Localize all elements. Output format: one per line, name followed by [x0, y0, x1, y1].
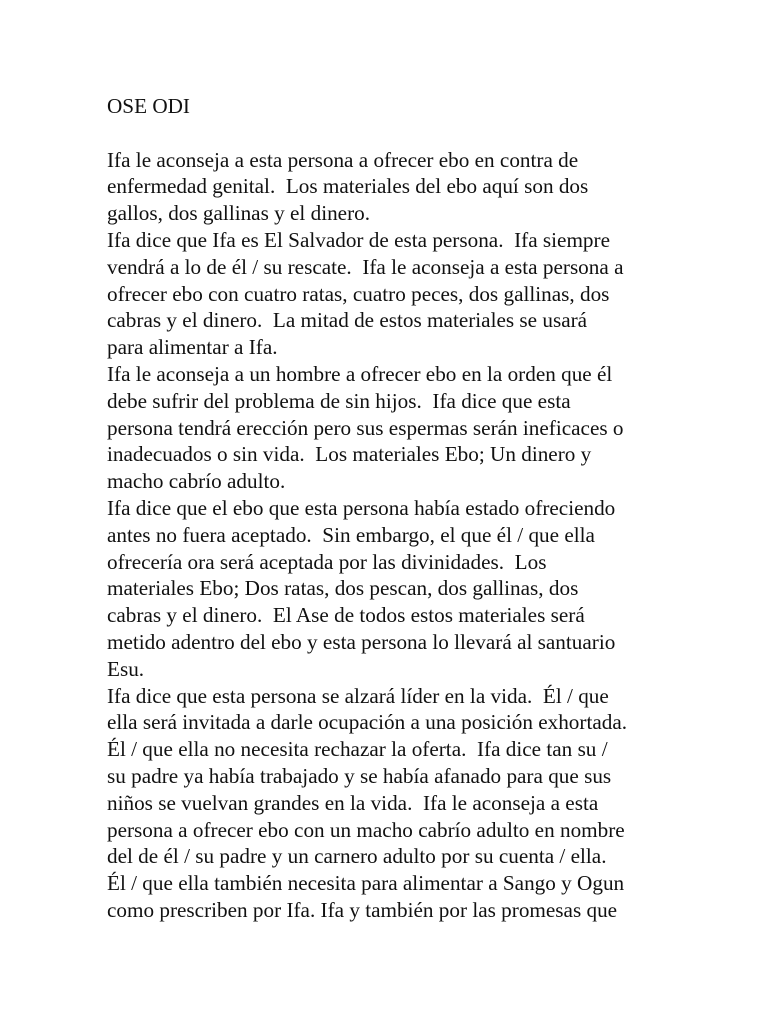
text-line: Ifa dice que Ifa es El Salvador de esta persona. Ifa siempre [107, 227, 610, 252]
text-line: ella será invitada a darle ocupación a una posición exhortada. [107, 710, 628, 735]
text-line: vendrá a lo de él / su rescate. Ifa le aconseja a esta persona a [107, 254, 624, 279]
document-title: OSE ODI [107, 94, 190, 118]
text-line: Ifa le aconseja a un hombre a ofrecer ebo en la orden que él [107, 361, 613, 386]
blank-line [107, 120, 677, 147]
text-line: debe sufrir del problema de sin hijos. Ifa dice que esta [107, 388, 571, 413]
text-line: Ifa le aconseja a esta persona a ofrecer ebo en contra de [107, 147, 579, 172]
text-line: antes no fuera aceptado. Sin embargo, el que él / que ella [107, 522, 595, 547]
text-line: inadecuados o sin vida. Los materiales Ebo; Un dinero y [107, 442, 592, 467]
text-line: ofrecer ebo con cuatro ratas, cuatro peces, dos gallinas, dos [107, 281, 610, 306]
text-line: materiales Ebo; Dos ratas, dos pescan, dos gallinas, dos [107, 576, 579, 601]
text-line: persona tendrá erección pero sus espermas serán ineficaces o [107, 415, 624, 440]
document-body [107, 93, 677, 924]
text-line: Esu. [107, 656, 145, 681]
text-line: persona a ofrecer ebo con un macho cabrío adulto en nombre [107, 817, 625, 842]
text-line: cabras y el dinero. El Ase de todos estos materiales será [107, 603, 585, 628]
text-line: gallos, dos gallinas y el dinero. [107, 201, 371, 226]
text-line: del de él / su padre y un carnero adulto por su cuenta / ella. [107, 844, 607, 869]
text-line: metido adentro del ebo y esta persona lo llevará al santuario [107, 629, 616, 654]
text-line: Ifa dice que esta persona se alzará líder en la vida. Él / que [107, 683, 609, 708]
text-line: macho cabrío adulto. [107, 469, 286, 494]
text-line: su padre ya había trabajado y se había afanado para que sus [107, 763, 612, 788]
text-line: Ifa dice que el ebo que esta persona había estado ofreciendo [107, 495, 616, 520]
text-line: Él / que ella también necesita para alimentar a Sango y Ogun [107, 871, 625, 896]
text-line: ofrecería ora será aceptada por las divinidades. Los [107, 549, 547, 574]
text-line: cabras y el dinero. La mitad de estos materiales se usará [107, 308, 588, 333]
text-line: como prescriben por Ifa. Ifa y también por las promesas que [107, 897, 618, 922]
text-line: niños se vuelvan grandes en la vida. Ifa le aconseja a esta [107, 790, 599, 815]
text-line: Él / que ella no necesita rechazar la oferta. Ifa dice tan su / [107, 737, 608, 762]
text-line: para alimentar a Ifa. [107, 335, 278, 360]
text-line: enfermedad genital. Los materiales del ebo aquí son dos [107, 174, 589, 199]
